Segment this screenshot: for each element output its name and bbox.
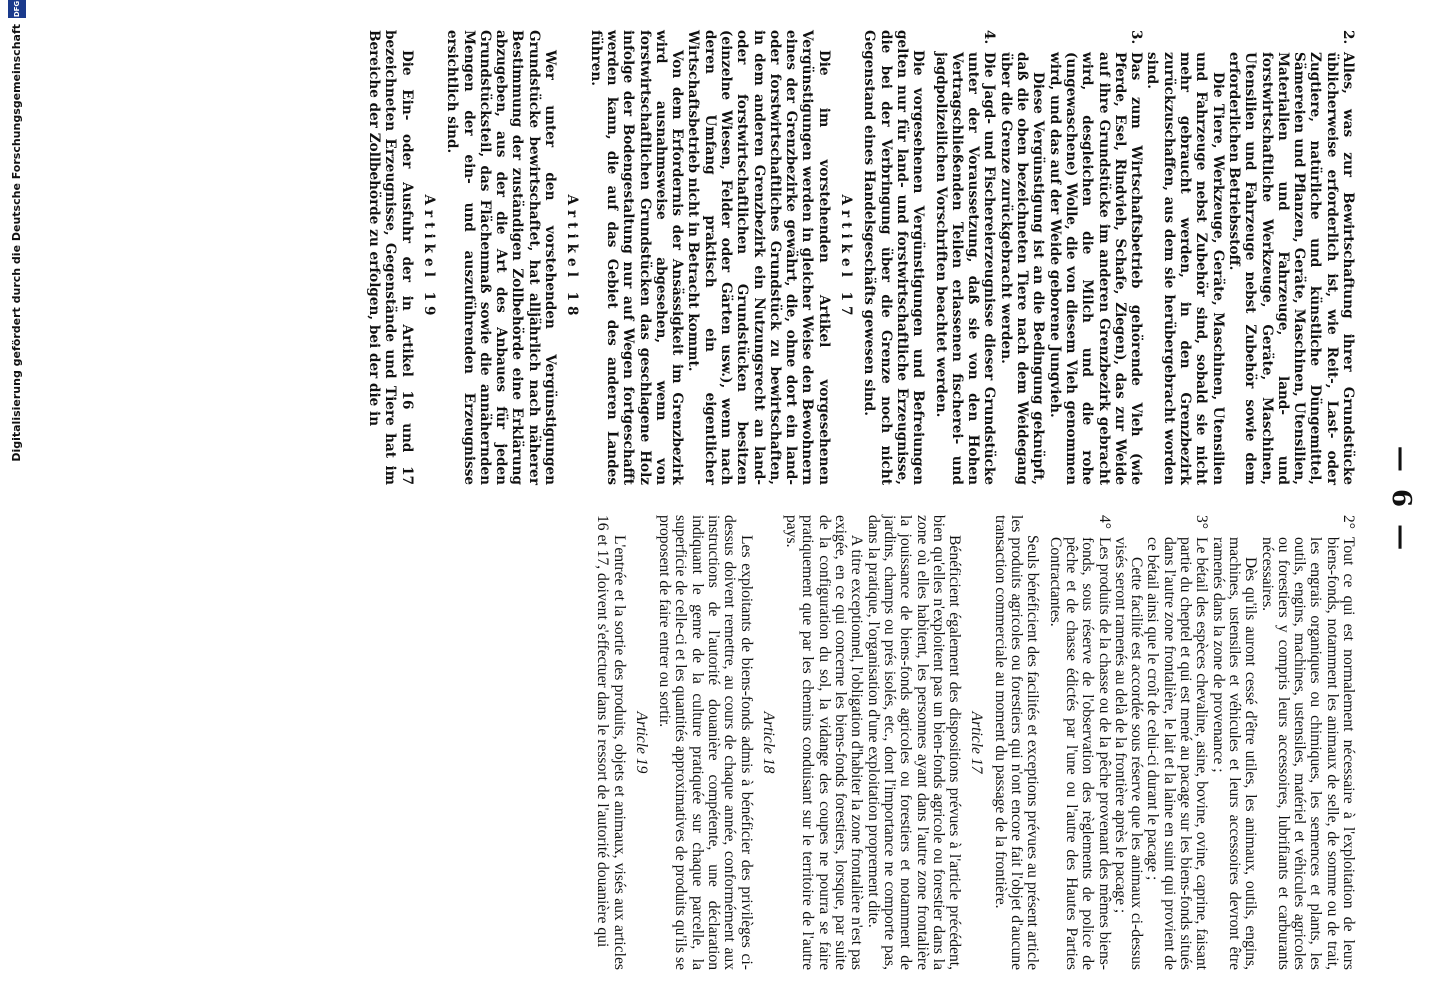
item-number: 3° — [1193, 515, 1211, 530]
paragraph: A titre exceptionnel, l'obligation d'habiter la zone frontalière n'est pas exigée, en ce qui concerne les biens-fonds forestiers, lorsque, par suite de la configuration du sol, la vidange des coupes ne pourra se faire pratiquement que par les chemins conduisant sur le territoire de l'autre pays. — [783, 515, 866, 970]
item-number: 4. — [981, 30, 998, 45]
german-item-3 — [997, 30, 1144, 485]
paragraph: Cette facilité est accordée sous réserve que les animaux ci-dessus visés seront ramenés au delà de la frontière après le pacage ; — [1111, 537, 1146, 970]
paragraph: Die im vorstehenden Artikel vorgesehenen Vergünstigungen werden in gleicher Weise den Bewohnern eines der Grenzbezirke gewährt, die, ohne dort ein land- oder forstwirtschaftliches Grundstück zu bewirtschaften, in dem anderen Grenzbezirk ein Nutzungsrecht an land- oder forstwirtschaftlichen Grundstücken besitzen (einzelne Wiesen, Felder oder Gärten usw.), wenn nach deren Umfang praktisch ein eigentlicher Wirtschaftsbetrieb nicht in Betracht kommt. — [685, 30, 832, 485]
dfg-logo: DFG — [8, 0, 26, 18]
german-column — [96, 30, 1356, 485]
paragraph: Wer unter den vorstehenden Vergünstigungen Grundstücke bewirtschaftet, hat alljährlich nach näherer Bestimmung der zuständigen Zollbehörde eine Erklärung abzugeben, aus der die Art des Anbaues für jeden Grundstücksteil, das Flächenmaß sowie die annähernden Mengen der ein- und auszuführenden Erzeugnisse ersichtlich sind. — [444, 30, 559, 485]
article-heading: Article 19 — [632, 711, 650, 774]
german-item-4 — [932, 30, 997, 485]
paragraph: Bénéficient également des dispositions prévues à l'article précédent, bien qu'elles n'exploitent pas un bien-fonds agricole ou forestier dans la zone où elles habitent, les personnes ayant dans l'autre zone frontalière la jouissance de biens-fonds agricoles ou forestiers et notamment de jardins, champs ou prés isolés, etc., dont l'importance ne comporte pas, dans la pratique, l'organisation d'une exploitation proprement dite. — [864, 515, 964, 970]
paragraph: Die Tiere, Werkzeuge, Geräte, Maschinen, Utensilien und Fahrzeuge nebst Zubehör sind, sobald sie nicht mehr gebraucht werden, in den Grenzbezirk zurückzuschaffen, aus dem sie herübergebracht worden sind. — [1144, 52, 1226, 485]
article-heading: Artikel 17 — [838, 194, 855, 321]
article-heading: Article 17 — [968, 711, 986, 774]
french-item-3 — [1112, 515, 1210, 970]
item-number: 2° — [1340, 515, 1357, 530]
item-number: 3. — [1128, 30, 1145, 45]
german-item-2 — [1144, 30, 1356, 485]
paragraph: Von dem Erfordernis der Ansässigkeit im Grenzbezirk wird ausnahmsweise abgesehen, wenn von forstwirtschaftlichen Grundstücken das geschlagene Holz infolge der Bodengestaltung nur auf Wegen fortgeschafft werden kann, die auf das Gebiet des anderen Landes führen. — [587, 30, 686, 485]
article-heading: Article 18 — [759, 711, 777, 774]
paragraph: Die Ein- oder Ausfuhr der in Artikel 16 und 17 bezeichneten Erzeugnisse, Gegenstände und Tiere hat im Bereiche der Zollbehörde zu erfolgen, bei der die in — [366, 30, 415, 485]
article-heading: Artikel 19 — [420, 194, 437, 321]
funding-note: Digitalisierung gefördert durch die Deutsche Forschungsgemeinschaft — [10, 24, 23, 462]
french-item-2 — [1209, 515, 1356, 970]
paragraph: L'entrée et la sortie des produits, objets et animaux, visés aux articles 16 et 17, doivent s'effectuer dans le ressort de l'autorité douanière qui — [594, 515, 628, 970]
item-number: 2. — [1340, 30, 1356, 45]
paragraph: Die vorgesehenen Vergünstigungen und Befreiungen gelten nur für land- und forstwirtschaftliche Erzeugnisse, die bei der Verbringung über die Grenze noch nicht Gegenstand eines Handelsgeschäfts gewesen sind. — [861, 30, 927, 485]
paragraph: Das zum Wirtschaftsbetrieb gehörende Vieh (wie Pferde, Esel, Rindvieh, Schafe, Ziegen), das zur Weide auf ihre Grundstücke im anderen Grenzbezirk gebracht wird, desgleichen die Milch und die rohe (ungewaschene) Wolle, die von diesem Vieh genommen wird, und das auf der Weide geborene Jungvieh. — [1046, 52, 1145, 485]
paragraph: Die Jagd- und Fischereierzeugnisse dieser Grundstücke unter der Voraussetzung, daß sie von den Hohen Vertragschließenden Teilen erlassenen fischerei- und jagdpolizeilichen Vorschriften beachtet werden. — [932, 52, 998, 485]
paragraph: Diese Vergünstigung ist an die Bedingung geknüpft, daß die oben bezeichneten Tiere nach dem Weidegang über die Grenze zurückgebracht werden. — [997, 52, 1047, 485]
french-column — [96, 515, 1356, 970]
paragraph: Alles, was zur Bewirtschaftung ihrer Grundstücke üblicherweise erforderlich ist, wie Reit-, Last- oder Zugtiere, natürliche und künstliche Düngemittel, Sämereien und Pflanzen, Geräte, Maschinen, Utensilien, Materialien und Fahrzeuge, land- und forstwirtschaftliche Werkzeuge, Geräte, Maschinen, Utensilien und Fahrzeuge nebst Zubehör sowie dem erforderlichen Betriebsstoff. — [1225, 52, 1356, 485]
paragraph: Dès qu'ils auront cessé d'être utiles, les animaux, outils, engins, machines, ustensiles et véhicules et leurs accessoires devront être ramenés dans la zone de provenance ; — [1209, 537, 1260, 970]
article-heading: Artikel 18 — [564, 194, 581, 321]
paragraph: Le bétail des espèces chevaline, asine, bovine, ovine, caprine, faisant partie du cheptel et qui est mené au pacage sur les biens-fonds situés dans l'autre zone frontalière, le lait et la laine en suint qui provient de ce bétail ainsi que le croît de celui-ci durant le pacage ; — [1144, 537, 1211, 970]
french-item-4 — [1046, 515, 1111, 970]
paragraph: Les exploitants de biens-fonds admis à bénéficier des privilèges ci-dessus doivent remettre, au cours de chaque année, conformément aux instructions de l'autorité douanière compétente, une déclaration indiquant le genre de la culture pratiquée sur chaque parcelle, la superficie de celle-ci et les quantités approximatives de produits qu'ils se proposent de faire entrer ou sortir. — [656, 515, 755, 970]
paragraph: Seuls bénéficient des facilités et exceptions prévues au présent article les produits agricoles ou forestiers qui n'ont encore fait l'objet d'aucune transaction commerciale au moment du passage de la frontière. — [991, 515, 1042, 970]
page-number: — 6 — — [1386, 445, 1416, 555]
digitization-note — [0, 0, 34, 1000]
paragraph: Les produits de la chasse ou de la pêche provenant des mêmes biens-fonds, sous réserve de l'observation des règlements de police de pêche et de chasse édictés par l'une ou l'autre des Hautes Parties Contractantes. — [1046, 537, 1113, 970]
paragraph: Tout ce qui est normalement nécessaire à l'exploitation de leurs biens-fonds, notamment les animaux de selle, de somme ou de trait, les engrais organiques ou chimiques, les semences et plants, les outils, engins, machines, ustensiles, matériel et véhicules agricoles ou forestiers y compris leurs accessoires, lubrifiants et carburants nécessaires. — [1258, 537, 1357, 970]
item-number: 4° — [1095, 515, 1113, 530]
